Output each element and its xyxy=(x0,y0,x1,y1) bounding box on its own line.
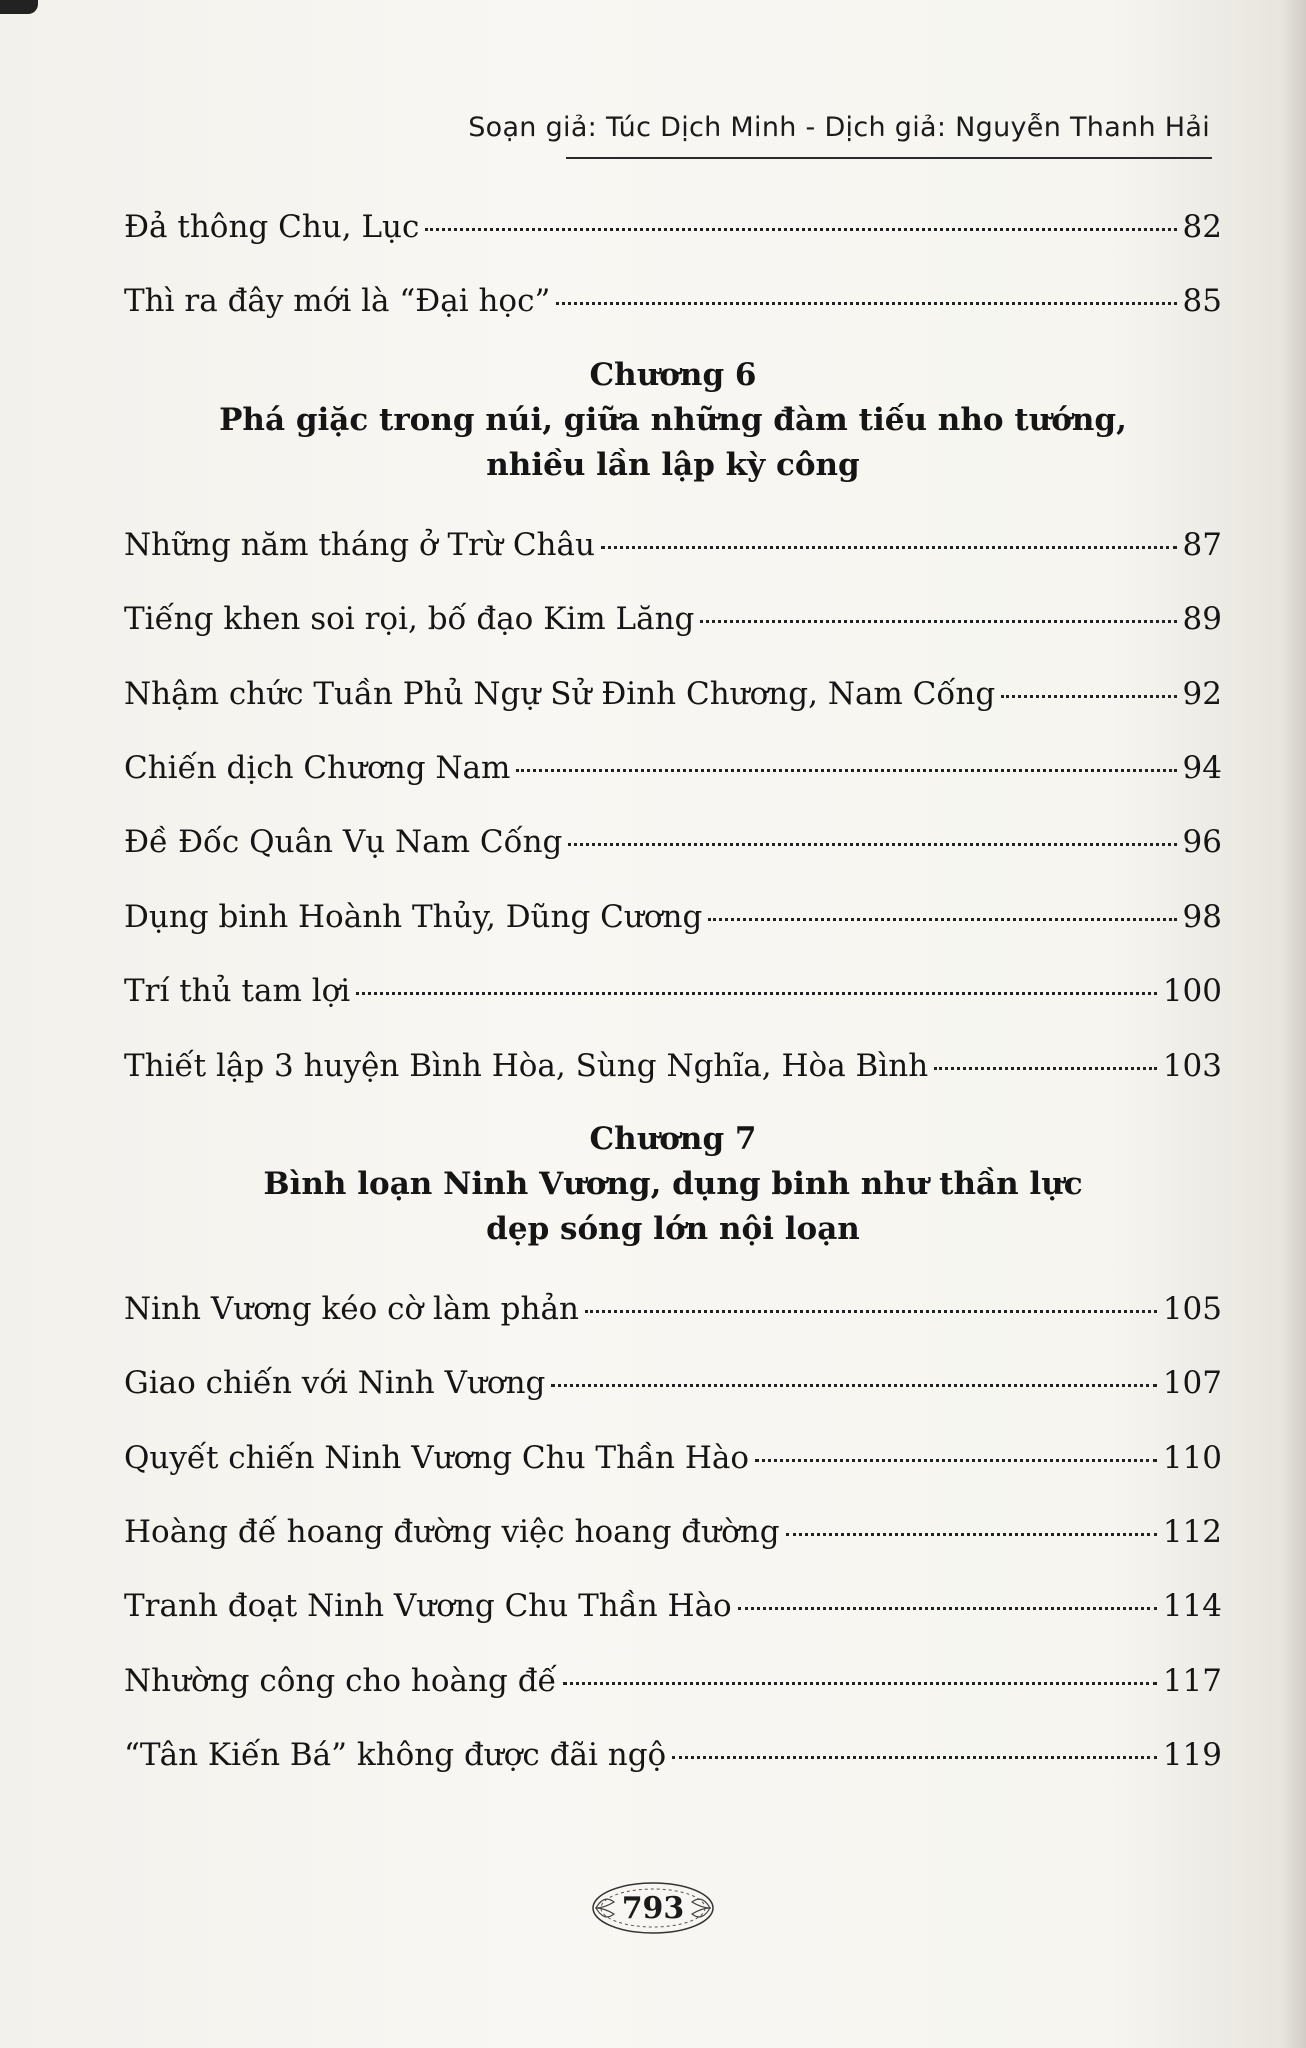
dot-leader xyxy=(585,1310,1157,1313)
toc-entry-page: 87 xyxy=(1182,526,1222,563)
toc-entry-page: 114 xyxy=(1162,1588,1222,1625)
toc-entry-page: 112 xyxy=(1162,1514,1222,1551)
page-edge-shadow xyxy=(1280,0,1306,2048)
toc-entry-title: Ninh Vương kéo cờ làm phản xyxy=(124,1290,579,1327)
toc-entry xyxy=(124,582,1222,656)
dot-leader xyxy=(551,1384,1156,1387)
toc-entry-title: Trí thủ tam lợi xyxy=(124,973,351,1010)
page-footer xyxy=(0,1880,1306,1936)
toc-entry xyxy=(124,954,1222,1028)
toc-entry xyxy=(124,731,1222,805)
toc-entry-title: Đề Đốc Quân Vụ Nam Cống xyxy=(124,824,563,861)
corner-mark xyxy=(0,0,38,14)
dot-leader xyxy=(1001,695,1176,698)
toc-entry-page: 85 xyxy=(1182,283,1222,320)
dot-leader xyxy=(356,992,1157,995)
toc-entry xyxy=(124,264,1222,338)
toc-entry xyxy=(124,1346,1222,1420)
dot-leader xyxy=(601,546,1177,549)
header-text: Soạn giả: Túc Dịch Minh - Dịch giả: Nguyễn Thanh Hải xyxy=(468,112,1210,143)
toc-entry xyxy=(124,1029,1222,1103)
toc-entry-page: 117 xyxy=(1162,1662,1222,1699)
header-rule xyxy=(566,157,1212,159)
toc-entry-title: Nhậm chức Tuần Phủ Ngự Sử Đinh Chương, Nam Cống xyxy=(124,675,996,712)
toc-entry-page: 119 xyxy=(1162,1737,1222,1774)
toc-entry xyxy=(124,880,1222,954)
toc-entry-title: Quyết chiến Ninh Vương Chu Thần Hào xyxy=(124,1439,750,1476)
toc-entry xyxy=(124,1644,1222,1718)
toc-entry xyxy=(124,1421,1222,1495)
toc-entry-page: 103 xyxy=(1162,1047,1222,1084)
dot-leader xyxy=(738,1607,1157,1610)
toc-entry xyxy=(124,657,1222,731)
dot-leader xyxy=(786,1533,1157,1536)
toc-entry-page: 100 xyxy=(1162,973,1222,1010)
page-number: 793 xyxy=(621,1890,685,1926)
toc-entry-title: Giao chiến với Ninh Vương xyxy=(124,1365,546,1402)
toc-entry-title: Tiếng khen soi rọi, bố đạo Kim Lăng xyxy=(124,601,695,638)
toc-entry-page: 89 xyxy=(1182,601,1222,638)
toc-entry-page: 98 xyxy=(1182,898,1222,935)
toc-entry-page: 107 xyxy=(1162,1365,1222,1402)
toc-entry xyxy=(124,508,1222,582)
toc-entry-title: “Tân Kiến Bá” không được đãi ngộ xyxy=(124,1737,667,1774)
toc-entry-title: Dụng binh Hoành Thủy, Dũng Cương xyxy=(124,898,703,935)
toc-entry-title: Đả thông Chu, Lục xyxy=(124,209,420,245)
toc-entry-title: Thì ra đây mới là “Đại học” xyxy=(124,283,551,320)
chapter-subtitle-line: nhiều lần lập kỳ công xyxy=(486,446,860,483)
dot-leader xyxy=(700,620,1176,623)
toc-entry xyxy=(124,805,1222,879)
toc-entry-page: 92 xyxy=(1182,675,1222,712)
toc-entry-page: 82 xyxy=(1182,209,1222,245)
toc-entry-page: 105 xyxy=(1162,1290,1222,1327)
toc-entry-title: Tranh đoạt Ninh Vương Chu Thần Hào xyxy=(124,1588,732,1625)
dot-leader xyxy=(934,1067,1157,1070)
toc-entry-title: Thiết lập 3 huyện Bình Hòa, Sùng Nghĩa, Hòa Bình xyxy=(124,1047,929,1084)
toc-entry xyxy=(124,1569,1222,1643)
dot-leader xyxy=(556,302,1176,305)
dot-leader xyxy=(516,769,1176,772)
chapter-heading xyxy=(124,339,1222,508)
toc-entry-page: 96 xyxy=(1182,824,1222,861)
toc-entry xyxy=(124,1272,1222,1346)
dot-leader xyxy=(672,1756,1157,1759)
chapter-subtitle-line: Phá giặc trong núi, giữa những đàm tiếu nho tướng, xyxy=(219,401,1127,438)
dot-leader xyxy=(568,843,1176,846)
dot-leader xyxy=(425,228,1176,231)
page-number-badge xyxy=(590,1880,716,1936)
chapter-number: Chương 6 xyxy=(589,356,757,393)
toc-entry xyxy=(124,1718,1222,1792)
toc-entry-title: Nhường công cho hoàng đế xyxy=(124,1662,557,1699)
toc-entry xyxy=(124,1495,1222,1569)
toc-entry-page: 110 xyxy=(1162,1439,1222,1476)
dot-leader xyxy=(755,1459,1157,1462)
chapter-heading xyxy=(124,1103,1222,1272)
chapter-subtitle-line: dẹp sóng lớn nội loạn xyxy=(486,1210,860,1247)
toc-entry-title: Chiến dịch Chương Nam xyxy=(124,749,511,786)
toc-entry xyxy=(124,190,1222,264)
toc-entry-title: Hoàng đế hoang đường việc hoang đường xyxy=(124,1514,780,1551)
toc-entry-page: 94 xyxy=(1182,749,1222,786)
chapter-subtitle-line: Bình loạn Ninh Vương, dụng binh như thần lực xyxy=(263,1165,1083,1202)
dot-leader xyxy=(563,1682,1157,1685)
chapter-number: Chương 7 xyxy=(589,1120,757,1157)
toc-entry-title: Những năm tháng ở Trừ Châu xyxy=(124,526,595,563)
table-of-contents xyxy=(124,190,1222,1793)
dot-leader xyxy=(708,918,1176,921)
